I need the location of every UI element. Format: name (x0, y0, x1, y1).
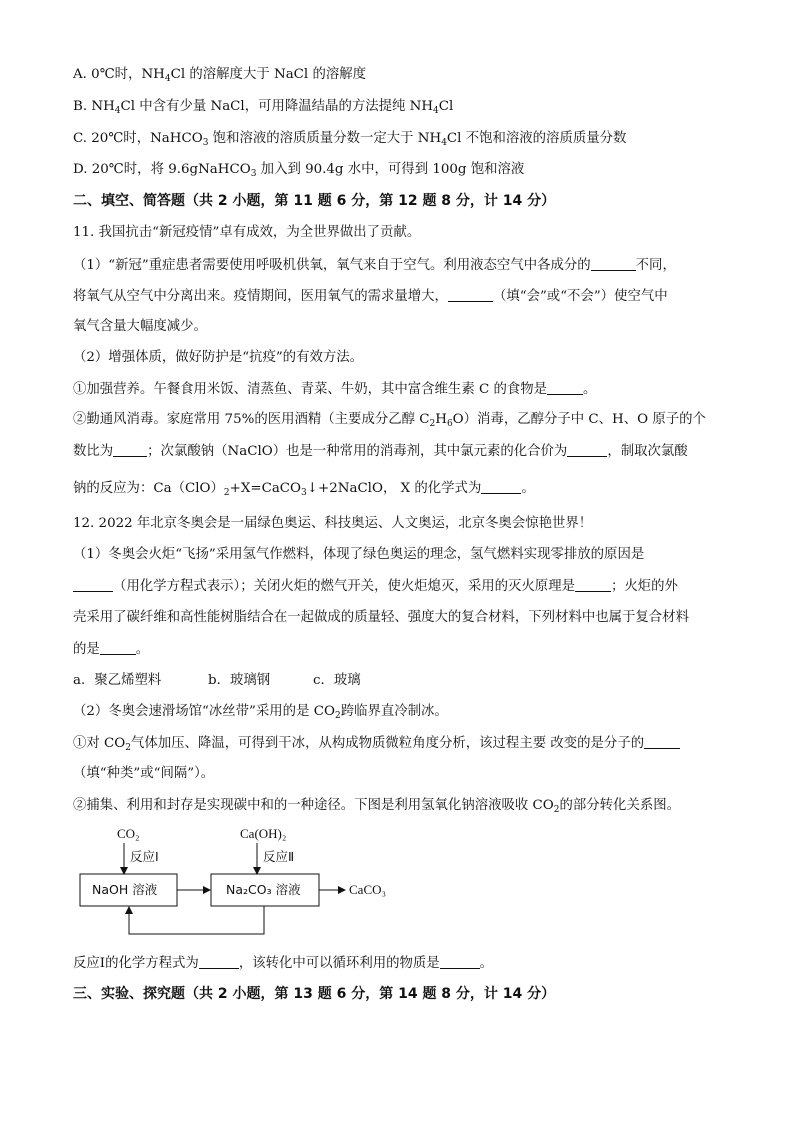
reaction-1-label: 反应Ⅰ (130, 849, 159, 864)
choice-a: a．聚乙烯塑料 (73, 673, 162, 688)
answer-blank[interactable] (199, 954, 239, 969)
co2-label: CO₂ (117, 826, 140, 841)
choice-c: c．玻璃 (313, 673, 361, 688)
q12-part2-item2: ②捕集、利用和封存是实现碳中和的一种途径。下图是利用氢氧化钠溶液吸收 $CO_2$的部分转化关系图。 (73, 798, 681, 815)
caco3-label: CaCO₃ (349, 882, 387, 897)
q11-part1-line2: 将氧气从空气中分离出来。疫情期间，医用氧气的需求量增大， （填“会”或“不会”）使空气中 (73, 289, 668, 304)
q12-part2-item1-line2: （填“种类”或“间隔”）。 (73, 766, 215, 781)
q12-stem: 12. 2022 年北京冬奥会是一届绿色奥运、科技奥运、人文奥运，北京冬奥会惊艳世界！ (73, 516, 593, 531)
q12-part1-line2: （用化学方程式表示）；关闭火炬的燃气开关，使火炬熄灭，采用的灭火原理是 ；火炬的外 (73, 577, 678, 596)
reaction-2-label: 反应Ⅱ (263, 849, 295, 864)
q12-part1-line3: 壳采用了碳纤维和高性能树脂结合在一起做成的质量轻、强度大的复合材料，下列材料中也属于复合材料 (73, 610, 689, 625)
q12-part2-item1-line1: ①对 $CO_2$气体加压、降温，可得到干冰，从构成物质微粒角度分析，该过程主要 改变的是分子的 (73, 734, 680, 753)
option-b: B. $NH_4Cl$ 中含有少量 NaCl，可用降温结晶的方法提纯 $NH_4Cl$ (73, 99, 454, 116)
choice-b: b．玻璃钢 (208, 673, 271, 688)
q11-part2-item1: ①加强营养。午餐食用米饭、清蒸鱼、青菜、牛奶，其中富含维生素 C 的食物是 。 (73, 382, 597, 397)
q11-part1-line1: （1）“新冠”重症患者需要使用呼吸机供氧，氧气来自于空气。利用液态空气中各成分的 不同， (73, 258, 676, 273)
answer-blank[interactable] (440, 954, 480, 969)
q11-part2: （2）增强体质，做好防护是“抗疫”的有效方法。 (73, 350, 364, 365)
q11-part1-line3: 氧气含量大幅度减少。 (73, 319, 207, 334)
q12-part1-line1: （1）冬奥会火炬“飞扬”采用氢气作燃料，体现了绿色奥运的理念，氢气燃料实现零排放的原因是 (73, 547, 645, 562)
recycle-arrow (129, 906, 264, 934)
q11-part2-item2-line1: ②勤通风消毒。家庭常用 75%的医用酒精（主要成分乙醇 $C_2H_6O$）消毒，乙醇分子中 C、H、O 原子的个 (73, 412, 706, 429)
section-2-title: 二、填空、简答题（共 2 小题，第 11 题 6 分，第 12 题 8 分，计 14 分） (73, 193, 556, 209)
section-3-title: 三、实验、探究题（共 2 小题，第 13 题 6 分，第 14 题 8 分，计 14 分） (73, 986, 556, 1002)
q11-part2-item2-line2: 数比为 ；次氯酸钠（NaClO）也是一种常用的消毒剂，其中氯元素的化合价为 ，制取次氯酸 (73, 444, 688, 459)
q12-part3: 反应Ⅰ的化学方程式为 ，该转化中可以循环利用的物质是 。 (73, 956, 494, 971)
q12-part2: （2）冬奥会速滑场馆“冰丝带”采用的是 $CO_2$跨临界直冷制冰。 (73, 704, 448, 721)
naoh-box-label: NaOH 溶液 (92, 882, 158, 897)
option-c: C. 20℃时，NaHCO$_3$ 饱和溶液的溶质质量分数一定大于 $NH_4Cl$ 不饱和溶液的溶质质量分数 (73, 131, 627, 148)
option-d: D. 20℃时，将 9.6gNaHCO$_3$ 加入到 90.4g 水中，可得到 100g 饱和溶液 (73, 162, 525, 179)
q11-stem: 11. 我国抗击“新冠疫情”卓有成效，为全世界做出了贡献。 (73, 225, 421, 240)
na2co3-box-label: Na₂CO₃ 溶液 (226, 882, 301, 897)
q11-part2-item2-line3: 钠的反应为：$Ca(ClO)_2+X=CaCO_3↓+2NaClO$， X 的化学式为 。 (73, 481, 535, 498)
q12-part1-line4: 的是 。 (73, 642, 150, 657)
caoh2-label: Ca(OH)₂ (240, 826, 287, 841)
option-a: A. 0℃时，$NH_4Cl$ 的溶解度大于 NaCl 的溶解度 (73, 67, 367, 84)
